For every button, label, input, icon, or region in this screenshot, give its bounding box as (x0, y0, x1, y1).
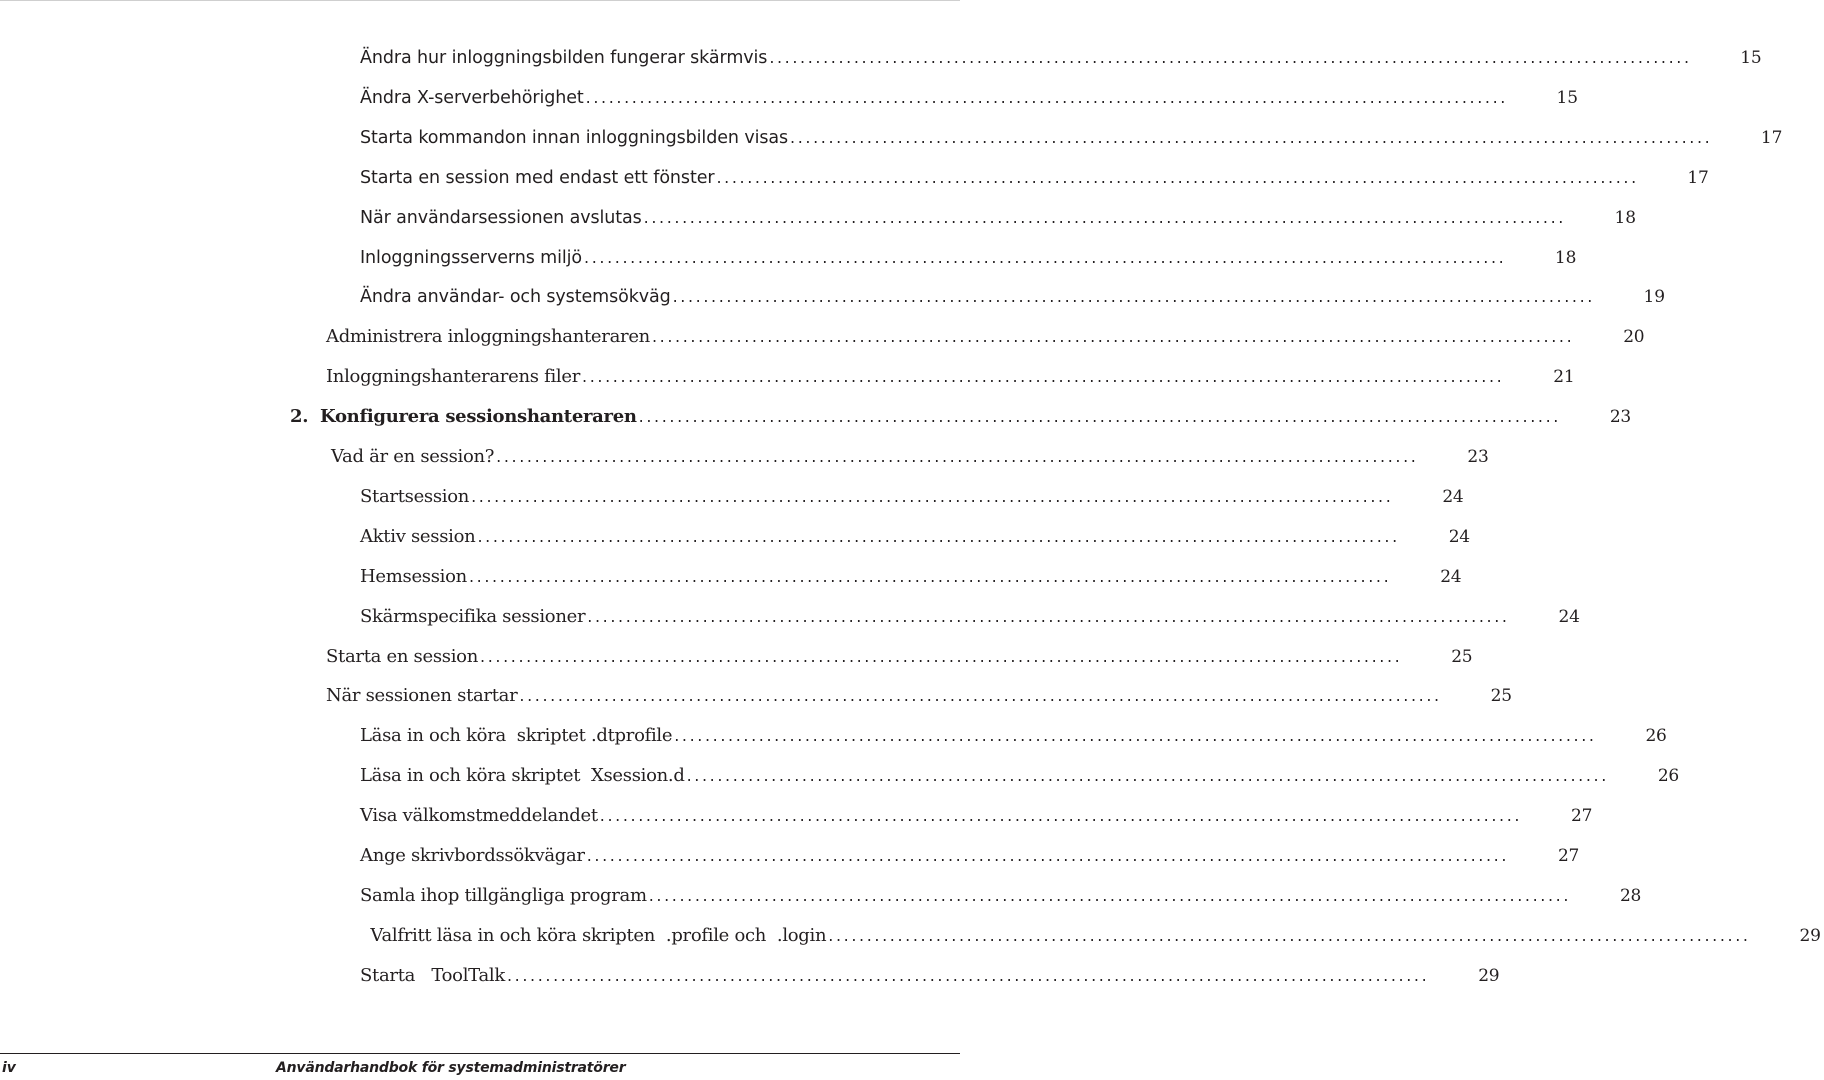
toc-dot-leader: ........................................................................................................................ (586, 846, 1510, 865)
toc-page-number: 21 (1553, 367, 1575, 387)
toc-entry[interactable] (326, 682, 1512, 710)
toc-dot-leader: ........................................................................................................................ (477, 527, 1400, 546)
toc-entry[interactable] (360, 523, 1470, 551)
toc-entry[interactable] (360, 962, 1500, 990)
toc-entry[interactable] (360, 563, 1462, 591)
toc-dot-leader: ........................................................................................................................ (828, 926, 1751, 945)
toc-dot-leader: ........................................................................................................................ (519, 686, 1442, 705)
toc-page-number: 26 (1657, 766, 1679, 786)
toc-entry[interactable] (360, 802, 1593, 830)
toc-dot-leader: ........................................................................................................................ (672, 287, 1595, 306)
toc-page-number: 19 (1643, 287, 1665, 307)
toc-entry-title: Starta en session med endast ett fönster (360, 168, 715, 188)
toc-entry-title: Startsession (360, 486, 470, 507)
toc-entry-title: Hemsession (360, 566, 467, 587)
toc-chapter[interactable] (290, 403, 1631, 431)
toc-page-number: 24 (1440, 567, 1462, 587)
toc-dot-leader: ........................................................................................................................ (471, 487, 1394, 506)
toc-entry[interactable] (326, 643, 1473, 671)
toc-page-number: 29 (1478, 966, 1500, 986)
toc-entry[interactable] (331, 443, 1489, 471)
toc-dot-leader: ........................................................................................................................ (686, 766, 1609, 785)
footer-book-title: Användarhandbok för systemadministratörer (276, 1060, 626, 1076)
toc-page-number: 25 (1451, 647, 1473, 667)
toc-entry-title: Starta kommandon innan inloggningsbilden visas (360, 128, 789, 148)
toc-entry[interactable] (360, 722, 1667, 750)
toc-entry[interactable] (360, 762, 1679, 790)
toc-entry[interactable] (360, 483, 1464, 511)
toc-dot-leader: ........................................................................................................................ (638, 407, 1561, 426)
toc-dot-leader: ........................................................................................................................ (651, 327, 1575, 346)
toc-entry-title: Skärmspecifika sessioner (360, 606, 586, 627)
toc-page-number: 20 (1623, 327, 1645, 347)
toc-page-number: 17 (1687, 168, 1709, 188)
toc-page-number: 29 (1799, 926, 1821, 946)
toc-entry-title: Inloggningsserverns miljö (360, 248, 583, 268)
toc-dot-leader: ........................................................................................................................ (587, 607, 1510, 626)
toc-dot-leader: ........................................................................................................................ (585, 88, 1508, 107)
toc-entry[interactable] (326, 363, 1575, 391)
toc-dot-leader: ........................................................................................................................ (790, 128, 1713, 147)
toc-entry-title: Ändra användar- och systemsökväg (360, 287, 671, 307)
toc-entry-title: Valfritt läsa in och köra skripten .profile och .login (365, 925, 827, 946)
toc-entry[interactable] (360, 44, 1762, 72)
toc-entry-title: Samla ihop tillgängliga program (360, 885, 647, 906)
toc-dot-leader: ........................................................................................................................ (643, 208, 1566, 227)
toc-entry-title: Konfigurera sessionshanteraren (320, 406, 637, 427)
toc-page-number: 24 (1442, 487, 1464, 507)
toc-page-number: 26 (1645, 726, 1667, 746)
toc-entry[interactable] (360, 164, 1709, 192)
footer-page-number: iv (2, 1060, 16, 1076)
toc-entry-title: Läsa in och köra skriptet .dtprofile (360, 725, 673, 746)
toc-entry[interactable] (360, 84, 1578, 112)
toc-page-number: 24 (1448, 527, 1470, 547)
footer-rule (0, 1053, 960, 1054)
toc-page-number: 23 (1609, 407, 1631, 427)
toc-dot-leader: ........................................................................................................................ (648, 886, 1572, 905)
toc-entry-title: Ange skrivbordssökvägar (360, 845, 585, 866)
toc-entry-title: Inloggningshanterarens filer (326, 366, 581, 387)
toc-entry-title: Aktiv session (360, 526, 476, 547)
toc-entry-title: När sessionen startar (326, 685, 518, 706)
toc-page-number: 24 (1558, 607, 1580, 627)
toc-page-number: 28 (1620, 886, 1642, 906)
toc-dot-leader: ........................................................................................................................ (480, 647, 1403, 666)
toc-dot-leader: ........................................................................................................................ (582, 367, 1505, 386)
toc-entry[interactable] (365, 922, 1821, 950)
toc-page-number: 18 (1614, 208, 1636, 228)
toc-entry-title: Ändra hur inloggningsbilden fungerar skärmvis (360, 48, 768, 68)
toc-page-number: 17 (1760, 128, 1783, 148)
toc-entry[interactable] (360, 882, 1642, 910)
toc-entry-title: Läsa in och köra skriptet Xsession.d (360, 765, 685, 786)
toc-entry[interactable] (360, 603, 1580, 631)
toc-chapter-number: 2. (290, 406, 309, 427)
toc-entry-title: Administrera inloggningshanteraren (326, 326, 650, 347)
toc-dot-leader: ........................................................................................................................ (769, 48, 1692, 67)
toc-entry-title: När användarsessionen avslutas (360, 208, 642, 228)
toc-dot-leader: ........................................................................................................................ (496, 447, 1419, 466)
toc-entry[interactable] (326, 323, 1645, 351)
toc-dot-leader: ........................................................................................................................ (599, 806, 1523, 825)
toc-entry[interactable] (360, 842, 1580, 870)
toc-entry-title: Starta ToolTalk (360, 965, 505, 986)
toc-entry-title: Starta en session (326, 646, 479, 667)
toc-dot-leader: ........................................................................................................................ (506, 966, 1430, 985)
toc-dot-leader: ........................................................................................................................ (584, 248, 1507, 267)
toc-entry[interactable] (360, 283, 1665, 311)
toc-entry-title: Visa välkomstmeddelandet (360, 805, 598, 826)
toc-entry[interactable] (360, 244, 1577, 272)
toc-page-number: 15 (1740, 48, 1762, 68)
toc-dot-leader: ........................................................................................................................ (468, 567, 1392, 586)
toc-page-number: 27 (1558, 846, 1580, 866)
toc-entry-title: Vad är en session? (331, 446, 495, 467)
toc-entry[interactable] (360, 124, 1783, 152)
toc-page-number: 25 (1490, 686, 1512, 706)
toc-page-number: 27 (1571, 806, 1593, 826)
toc-page-number: 23 (1467, 447, 1489, 467)
toc-page-number: 18 (1554, 248, 1577, 268)
toc-dot-leader: ........................................................................................................................ (674, 726, 1597, 745)
toc-dot-leader: ........................................................................................................................ (716, 168, 1639, 187)
toc-entry-title: Ändra X-serverbehörighet (360, 88, 584, 108)
toc-page-number: 15 (1556, 88, 1578, 108)
toc-entry[interactable] (360, 204, 1636, 232)
